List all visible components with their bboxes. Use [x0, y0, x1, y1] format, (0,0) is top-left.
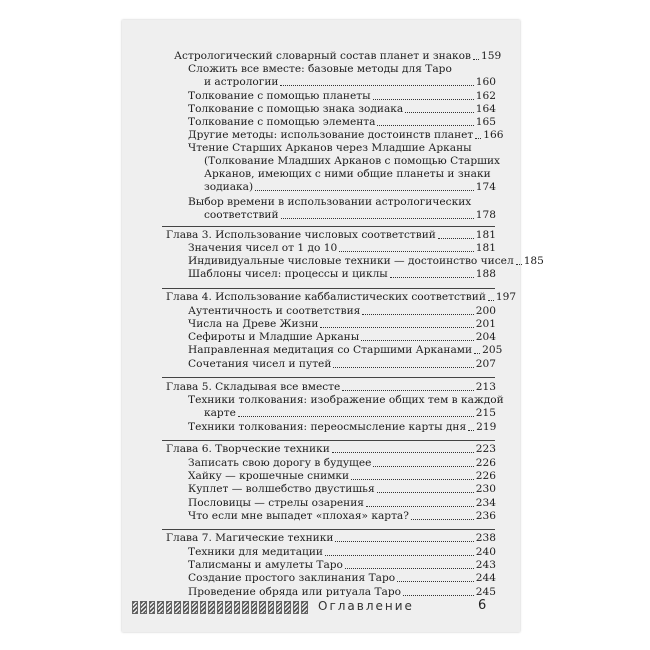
toc-entry	[188, 344, 503, 357]
footer-ornament	[132, 601, 308, 613]
toc-entry-page: 162	[475, 90, 496, 102]
toc-entry-page: 174	[475, 181, 496, 193]
toc-entry-page: 219	[476, 421, 497, 433]
book-page	[122, 20, 544, 632]
toc-entry-title: Глава 7. Магические техники	[166, 532, 334, 544]
toc-entry-title: Глава 4. Использование каббалистических соответствий	[166, 291, 486, 303]
toc-entry-page: 223	[475, 443, 496, 455]
toc-entry-title: Сложить все вместе: базовые методы для Таро	[188, 63, 452, 75]
toc-entry-page: 243	[475, 559, 496, 571]
toc-entry-page: 226	[475, 457, 496, 469]
toc-entry-title: Глава 6. Творческие техники	[166, 443, 330, 455]
toc-entry	[188, 586, 496, 599]
toc-entry-title: Пословицы — стрелы озарения	[188, 497, 364, 509]
page-number: 6	[478, 598, 487, 613]
toc-entry-title: зодиака)	[204, 181, 254, 193]
toc-entry-page: 181	[475, 242, 496, 254]
toc-entry	[188, 129, 504, 142]
toc-entry-title: Аутентичность и соответствия	[188, 305, 361, 317]
toc-entry	[188, 559, 496, 572]
toc-entry-title: Значения чисел от 1 до 10	[188, 242, 338, 254]
toc-entry-page: 185	[523, 255, 544, 267]
toc-entry-title: Талисманы и амулеты Таро	[188, 559, 343, 571]
toc-entry	[188, 305, 496, 318]
toc-entry-page: 159	[481, 50, 502, 62]
toc-entry-title: Шаблоны чисел: процессы и циклы	[188, 268, 388, 280]
toc-entry	[174, 50, 502, 63]
toc-entry-page: 244	[475, 572, 496, 584]
toc-entry-title: Сефироты и Младшие Арканы	[188, 331, 360, 343]
toc-entry	[188, 242, 496, 255]
toc-entry-page: 197	[495, 291, 517, 303]
chapter-separator	[162, 440, 495, 441]
toc-entry-page: 166	[483, 129, 504, 141]
toc-entry-title: Техники толкования: переосмысление карты дня	[188, 421, 467, 433]
toc-entry	[188, 497, 496, 510]
toc-chapter-entry	[166, 229, 496, 242]
toc-entry-page: 207	[475, 358, 496, 370]
chapter-separator	[162, 226, 495, 227]
toc-entry-title: Толкование с помощью элемента	[188, 116, 376, 128]
toc-entry-title: Толкование с помощью знака зодиака	[188, 103, 404, 115]
toc-entry-title: Числа на Древе Жизни	[188, 318, 319, 330]
toc-entry-page: 215	[475, 407, 496, 419]
toc-entry-page: 236	[475, 510, 496, 522]
toc-entry-title: Хайку — крошечные снимки	[188, 470, 350, 482]
toc-entry	[188, 63, 496, 89]
toc-entry-title: Арканов, имеющих с ними общие планеты и знаки	[204, 168, 491, 180]
toc-chapter-entry	[166, 443, 496, 456]
toc-entry	[188, 470, 496, 483]
toc-entry	[188, 457, 496, 470]
toc-entry-title: Сочетания чисел и путей	[188, 358, 332, 370]
toc-entry	[188, 196, 496, 222]
toc-entry-page: 188	[475, 268, 496, 280]
toc-entry-title: (Толкование Младших Арканов с помощью Старших	[204, 155, 501, 167]
toc-entry	[188, 421, 496, 434]
toc-chapter-entry	[166, 532, 496, 545]
toc-entry-title: Создание простого заклинания Таро	[188, 572, 396, 584]
chapter-separator	[162, 377, 495, 378]
toc-entry	[188, 572, 496, 585]
toc-entry-page: 238	[475, 532, 496, 544]
toc-entry	[188, 255, 544, 268]
toc-entry	[188, 268, 496, 281]
toc-chapter-entry	[166, 291, 517, 304]
toc-entry-title: Глава 5. Складывая все вместе	[166, 381, 341, 393]
toc-entry	[188, 103, 496, 116]
toc-entry-page: 205	[482, 344, 503, 356]
toc-entry-title: и астрологии	[204, 76, 279, 88]
toc-entry-title: Направленная медитация со Старшими Арканами	[188, 344, 473, 356]
toc-entry	[188, 394, 504, 420]
toc-chapter-entry	[166, 381, 496, 394]
toc-entry-title: карте	[204, 407, 236, 419]
toc-entry	[188, 142, 501, 194]
toc-entry-page: 181	[475, 229, 496, 241]
running-footer-label: Оглавление	[318, 599, 414, 613]
toc-entry-title: Астрологический словарный состав планет и знаков	[174, 50, 471, 62]
toc-entry	[188, 483, 496, 496]
toc-entry-page: 226	[475, 470, 496, 482]
toc-entry-title: соответствий	[204, 209, 279, 221]
toc-entry-page: 201	[475, 318, 496, 330]
chapter-separator	[162, 288, 495, 289]
chapter-separator	[162, 529, 495, 530]
toc-entry-page: 230	[475, 483, 496, 495]
toc-entry	[188, 510, 496, 523]
toc-entry-title: Что если мне выпадет «плохая» карта?	[188, 510, 409, 522]
toc-entry-title: Толкование с помощью планеты	[188, 90, 371, 102]
toc-entry-title: Глава 3. Использование числовых соответствий	[166, 229, 436, 241]
toc-entry-page: 204	[475, 331, 496, 343]
toc-entry	[188, 90, 496, 103]
toc-entry-title: Проведение обряда или ритуала Таро	[188, 586, 402, 598]
toc-entry-title: Выбор времени в использовании астрологических	[188, 196, 472, 208]
toc-entry	[188, 358, 496, 371]
toc-entry	[188, 331, 496, 344]
toc-entry-title: Другие методы: использование достоинств планет	[188, 129, 474, 141]
toc-entry-title: Индивидуальные числовые техники — достоинство чисел	[188, 255, 514, 267]
toc-entry	[188, 546, 496, 559]
toc-entry-title: Чтение Старших Арканов через Младшие Арканы	[188, 142, 472, 154]
toc-entry-page: 245	[475, 586, 496, 598]
toc-entry-title: Куплет — волшебство двустишья	[188, 483, 375, 495]
toc-entry-page: 165	[475, 116, 496, 128]
toc-entry	[188, 318, 496, 331]
toc-entry-page: 234	[475, 497, 496, 509]
toc-entry-page: 200	[475, 305, 496, 317]
toc-entry-page: 178	[475, 209, 496, 221]
toc-entry-title: Техники для медитации	[188, 546, 323, 558]
toc-entry-title: Техники толкования: изображение общих тем в каждой	[188, 394, 504, 406]
toc-entry-page: 164	[475, 103, 496, 115]
toc-entry-page: 160	[475, 76, 496, 88]
toc-entry	[188, 116, 496, 129]
toc-entry-title: Записать свою дорогу в будущее	[188, 457, 372, 469]
toc-entry-page: 240	[475, 546, 496, 558]
toc-entry-page: 213	[475, 381, 496, 393]
